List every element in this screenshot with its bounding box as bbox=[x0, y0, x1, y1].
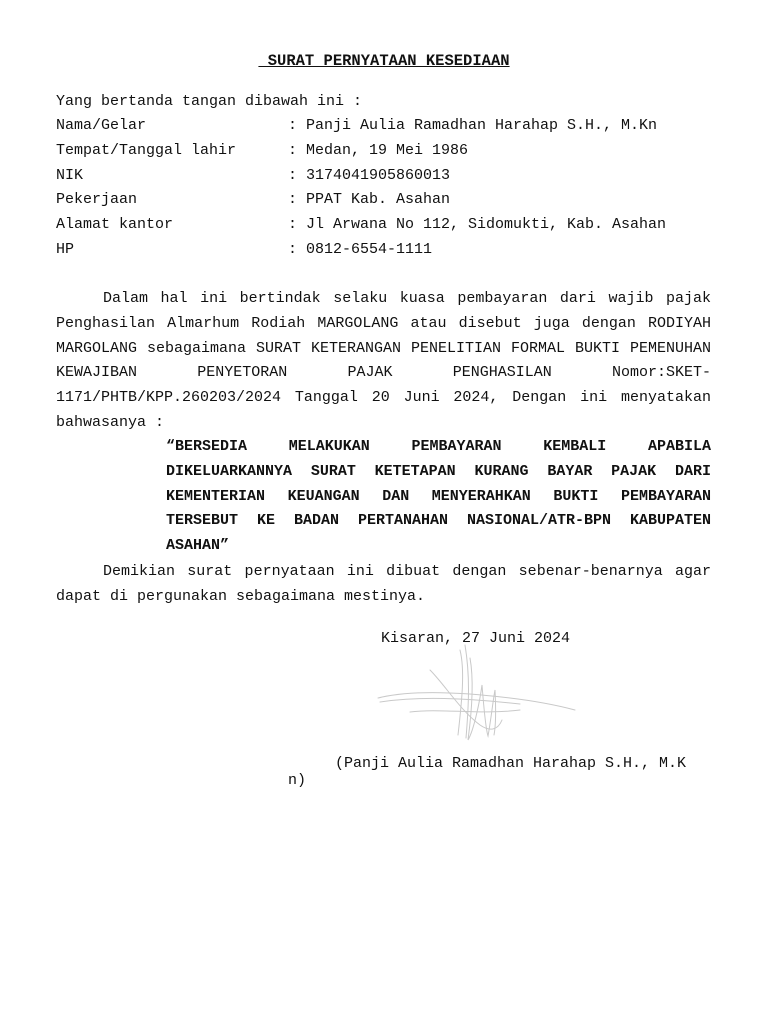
field-row bbox=[56, 114, 736, 139]
field-label: Pekerjaan bbox=[56, 191, 138, 209]
field-value: 0812-6554-1111 bbox=[306, 240, 433, 258]
signature-icon bbox=[370, 640, 585, 750]
statement-paragraph: Dalam hal ini bertindak selaku kuasa pembayaran dari wajib pajak Penghasilan Almarhum Rodiah MARGOLANG atau disebut juga dengan RODIYAH MARGOLANG sebagaimana SURAT KETERANGAN PENELITIAN FORMAL BUKTI PEMENUHAN KEWAJIBAN PENYETORAN PAJAK PENGHASILAN Nomor:SKET-1171/PHTB/KPP.260203/2024 Tanggal 20 Juni 2024, Dengan ini menyatakan bahwasanya : bbox=[56, 290, 711, 431]
field-label: HP bbox=[56, 240, 75, 258]
field-value: Medan, 19 Mei 1986 bbox=[306, 141, 469, 159]
field-row bbox=[56, 188, 736, 213]
closing-paragraph: Demikian surat pernyataan ini dibuat dengan sebenar-benarnya agar dapat di pergunakan sebagaimana mestinya. bbox=[56, 563, 711, 605]
signatory-name-wrap: n) bbox=[288, 772, 307, 789]
field-row bbox=[56, 213, 736, 238]
field-colon: : bbox=[288, 166, 298, 184]
field-label: Nama/Gelar bbox=[56, 117, 147, 134]
field-row bbox=[56, 238, 736, 263]
field-value: 3174041905860013 bbox=[306, 166, 451, 184]
field-colon: : bbox=[288, 240, 298, 258]
identity-fields bbox=[56, 114, 736, 263]
document-title: SURAT PERNYATAAN KESEDIAAN bbox=[258, 52, 510, 70]
place-date: Kisaran, 27 Juni 2024 bbox=[381, 630, 571, 647]
signatory-name: (Panji Aulia Ramadhan Harahap S.H., M.K bbox=[335, 755, 687, 772]
intro-text: Yang bertanda tangan dibawah ini : bbox=[56, 93, 363, 110]
field-label: Tempat/Tanggal lahir bbox=[56, 141, 237, 159]
field-colon: : bbox=[288, 117, 298, 134]
field-label: NIK bbox=[56, 166, 84, 184]
field-colon: : bbox=[288, 141, 298, 159]
field-row bbox=[56, 139, 736, 164]
field-colon: : bbox=[288, 216, 298, 234]
field-label: Alamat kantor bbox=[56, 216, 174, 234]
field-colon: : bbox=[288, 191, 298, 209]
field-value: PPAT Kab. Asahan bbox=[306, 191, 451, 209]
field-value: Panji Aulia Ramadhan Harahap S.H., M.Kn bbox=[306, 117, 658, 134]
field-value: Jl Arwana No 112, Sidomukti, Kab. Asahan bbox=[306, 216, 667, 234]
field-row bbox=[56, 164, 736, 189]
declaration-quote: “BERSEDIA MELAKUKAN PEMBAYARAN KEMBALI APABILA DIKELUARKANNYA SURAT KETETAPAN KURANG BAYAR PAJAK DARI KEMENTERIAN KEUANGAN DAN MENYERAHKAN BUKTI PEMBAYARAN TERSEBUT KE BADAN PERTANAHAN NASIONAL/ATR-BPN KABUPATEN ASAHAN” bbox=[166, 438, 711, 555]
